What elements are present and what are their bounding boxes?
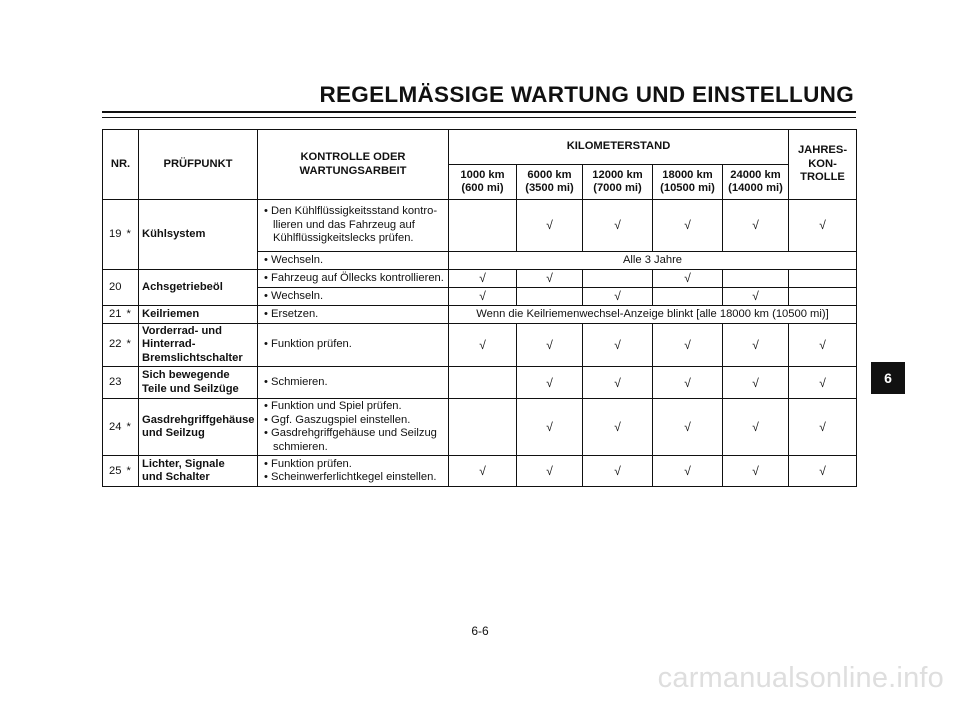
header-nr: NR. — [103, 130, 139, 200]
check-cell: √ — [583, 367, 653, 399]
row-star: * — [127, 324, 139, 367]
header-work — [258, 130, 449, 200]
row-item: Sich bewegende Teile und Seilzüge — [139, 367, 258, 399]
check-cell: √ — [583, 324, 653, 367]
row-work: • Wechseln. — [258, 288, 449, 306]
row-work: • Funktion und Spiel prüfen. • Ggf. Gaszugspiel einstellen. • Gasdrehgriffgehäuse und Seilzug schmieren. — [258, 399, 449, 456]
check-cell: √ — [653, 399, 723, 456]
check-cell: √ — [517, 270, 583, 288]
row-work: • Fahrzeug auf Öllecks kontrollieren. — [258, 270, 449, 288]
check-cell — [449, 367, 517, 399]
row-item: Vorderrad- und Hinterrad- Bremslichtschalter — [139, 324, 258, 367]
check-cell: √ — [789, 200, 857, 252]
title-rule-thin — [102, 117, 856, 118]
check-cell: √ — [723, 367, 789, 399]
check-cell — [449, 200, 517, 252]
check-cell: √ — [583, 288, 653, 306]
check-cell: √ — [789, 456, 857, 487]
maintenance-table — [102, 129, 857, 487]
row-star: * — [127, 306, 139, 324]
row-work: • Ersetzen. — [258, 306, 449, 324]
check-cell: √ — [789, 324, 857, 367]
row-item: Kühlsystem — [139, 200, 258, 270]
check-cell: √ — [517, 367, 583, 399]
table-row — [103, 324, 857, 367]
header-annual-line1: JAHRES- — [797, 144, 848, 157]
interval-1000: 1000 km (600 mi) — [449, 165, 517, 200]
check-cell: √ — [723, 288, 789, 306]
table-row — [103, 456, 857, 487]
row-item: Keilriemen — [139, 306, 258, 324]
check-cell: √ — [583, 200, 653, 252]
check-cell — [449, 399, 517, 456]
check-cell: √ — [723, 200, 789, 252]
check-cell: √ — [583, 456, 653, 487]
header-work-line2: WARTUNGSARBEIT — [299, 164, 407, 177]
header-row — [103, 130, 857, 165]
row-work: • Funktion prüfen. — [258, 324, 449, 367]
row-number: 24 — [103, 399, 127, 456]
interval-note: Alle 3 Jahre — [449, 252, 857, 270]
page-number: 6-6 — [471, 624, 489, 638]
interval-18000: 18000 km (10500 mi) — [653, 165, 723, 200]
interval-12000: 12000 km (7000 mi) — [583, 165, 653, 200]
check-cell: √ — [723, 324, 789, 367]
watermark: carmanualsonline.info — [657, 662, 944, 694]
table-row — [103, 306, 857, 324]
table-row — [103, 367, 857, 399]
row-item: Gasdrehgriffgehäuse und Seilzug — [139, 399, 258, 456]
check-cell: √ — [517, 456, 583, 487]
header-annual-line2: KON- — [808, 157, 837, 170]
table-row — [103, 399, 857, 456]
check-cell: √ — [449, 288, 517, 306]
interval-24000: 24000 km (14000 mi) — [723, 165, 789, 200]
check-cell: √ — [653, 324, 723, 367]
row-number: 20 — [103, 270, 127, 306]
check-cell — [723, 270, 789, 288]
row-work: • Wechseln. — [258, 252, 449, 270]
row-work: • Schmieren. — [258, 367, 449, 399]
title-rule — [102, 111, 856, 113]
table-row — [103, 270, 857, 288]
row-star: * — [127, 399, 139, 456]
check-cell: √ — [653, 200, 723, 252]
row-number: 25 — [103, 456, 127, 487]
check-cell: √ — [583, 399, 653, 456]
row-number: 19 — [103, 200, 127, 270]
check-cell: √ — [789, 367, 857, 399]
check-cell: √ — [653, 270, 723, 288]
check-cell — [789, 288, 857, 306]
check-cell — [517, 288, 583, 306]
section-tab: 6 — [871, 362, 905, 394]
row-number: 23 — [103, 367, 127, 399]
interval-6000: 6000 km (3500 mi) — [517, 165, 583, 200]
row-star — [127, 367, 139, 399]
row-work: • Funktion prüfen. • Scheinwerferlichtkegel einstellen. — [258, 456, 449, 487]
check-cell: √ — [517, 200, 583, 252]
check-cell: √ — [723, 399, 789, 456]
page-title: REGELMÄSSIGE WARTUNG UND EINSTELLUNG — [319, 82, 854, 107]
row-item: Achsgetriebeöl — [139, 270, 258, 306]
row-star: * — [127, 456, 139, 487]
header-annual — [789, 130, 857, 200]
row-item: Lichter, Signale und Schalter — [139, 456, 258, 487]
check-cell — [583, 270, 653, 288]
header-odometer: KILOMETERSTAND — [449, 130, 789, 165]
check-cell: √ — [723, 456, 789, 487]
check-cell: √ — [517, 324, 583, 367]
header-work-line1: KONTROLLE ODER — [300, 151, 406, 164]
header-annual-line3: TROLLE — [800, 171, 845, 184]
row-star: * — [127, 200, 139, 270]
table-row — [103, 200, 857, 252]
check-cell: √ — [653, 456, 723, 487]
check-cell — [653, 288, 723, 306]
row-work: • Den Kühlflüssigkeitsstand kontro- llieren und das Fahrzeug auf Kühlflüssigkeitslecks prüfen. — [258, 200, 449, 252]
header-item: PRÜFPUNKT — [139, 130, 258, 200]
interval-note: Wenn die Keilriemenwechsel-Anzeige blinkt [alle 18000 km (10500 mi)] — [449, 306, 857, 324]
check-cell: √ — [449, 456, 517, 487]
check-cell: √ — [449, 324, 517, 367]
check-cell: √ — [449, 270, 517, 288]
row-number: 22 — [103, 324, 127, 367]
check-cell: √ — [789, 399, 857, 456]
check-cell: √ — [653, 367, 723, 399]
row-number: 21 — [103, 306, 127, 324]
check-cell — [789, 270, 857, 288]
check-cell: √ — [517, 399, 583, 456]
row-star — [127, 270, 139, 306]
